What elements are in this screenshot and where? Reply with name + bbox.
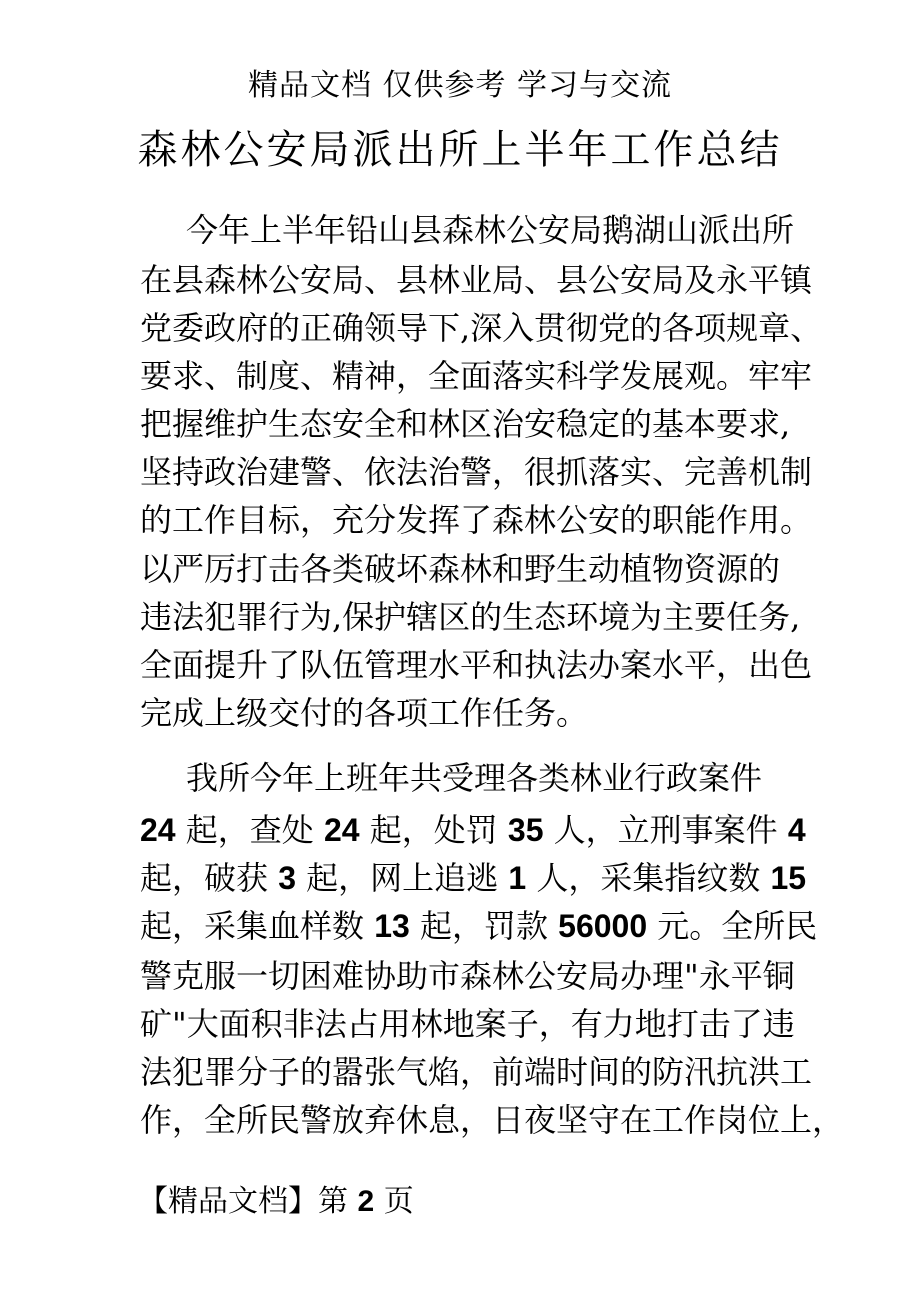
page-number: 2 — [357, 1185, 375, 1218]
paragraph-2-line — [140, 904, 817, 948]
paragraph-2-line — [140, 856, 806, 900]
text-segment: 起，处罚 — [359, 811, 508, 849]
paragraph-1-line: 以严厉打击各类破坏森林和野生动植物资源的 — [140, 550, 781, 588]
punished-count-value: 35 — [507, 812, 544, 848]
paragraph-1-line: 把握维护生态安全和林区治安稳定的基本要求, — [140, 405, 791, 443]
fingerprint-count-value: 15 — [770, 860, 807, 896]
solved-count-value: 3 — [278, 860, 296, 896]
handled-count-value: 24 — [323, 812, 360, 848]
paragraph-1-line: 要求、制度、精神，全面落实科学发展观。牢牢 — [140, 357, 813, 395]
paragraph-1-line: 在县森林公安局、县林业局、县公安局及永平镇 — [140, 261, 813, 299]
text-segment: 起，罚款 — [409, 907, 559, 945]
text-segment: 人，立刑事案件 — [543, 811, 788, 849]
paragraph-2-line: 矿"大面积非法占用林地案子，有力地打击了违 — [140, 1005, 795, 1043]
blood-sample-count-value: 13 — [374, 908, 410, 944]
paragraph-1-line: 今年上半年铅山县森林公安局鹅湖山派出所 — [186, 211, 795, 249]
criminal-case-count-value: 4 — [787, 812, 806, 848]
page-header: 精品文档 仅供参考 学习与交流 — [247, 68, 673, 103]
fine-amount-value: 56000 — [558, 908, 648, 944]
paragraph-1-line: 全面提升了队伍管理水平和执法办案水平，出色 — [140, 646, 813, 684]
text-segment: 起，采集血样数 — [140, 907, 375, 945]
paragraph-1-line: 坚持政治建警、依法治警，很抓落实、完善机制 — [140, 453, 813, 491]
paragraph-2-line: 法犯罪分子的嚣张气焰，前端时间的防汛抗洪工 — [140, 1053, 813, 1091]
fugitive-count-value: 1 — [508, 860, 527, 896]
case-count-value: 24 — [140, 812, 176, 848]
paragraph-2-line: 作，全所民警放弃休息，日夜坚守在工作岗位上， — [140, 1101, 845, 1139]
paragraph-1-line: 党委政府的正确领导下,深入贯彻党的各项规章、 — [140, 309, 823, 347]
footer-prefix: 【精品文档】第 — [138, 1184, 358, 1219]
document-title: 森林公安局派出所上半年工作总结 — [137, 127, 783, 173]
text-segment: 起，查处 — [175, 811, 324, 849]
text-segment: 人，采集指纹数 — [526, 859, 771, 897]
paragraph-1-line: 违法犯罪行为,保护辖区的生态环境为主要任务, — [140, 598, 801, 636]
paragraph-1-line: 的工作目标，充分发挥了森林公安的职能作用。 — [140, 501, 813, 539]
text-segment: 起，网上追逃 — [295, 859, 509, 897]
paragraph-1-line: 完成上级交付的各项工作任务。 — [140, 694, 589, 732]
text-segment: 元。全所民 — [647, 907, 818, 945]
paragraph-2-line: 我所今年上班年共受理各类林业行政案件 — [186, 759, 763, 797]
paragraph-2-line — [140, 808, 806, 852]
paragraph-2-line: 警克服一切困难协助市森林公安局办理"永平铜 — [140, 957, 795, 995]
footer-suffix: 页 — [374, 1184, 414, 1219]
page-footer — [138, 1180, 414, 1224]
text-segment: 起，破获 — [140, 859, 279, 897]
